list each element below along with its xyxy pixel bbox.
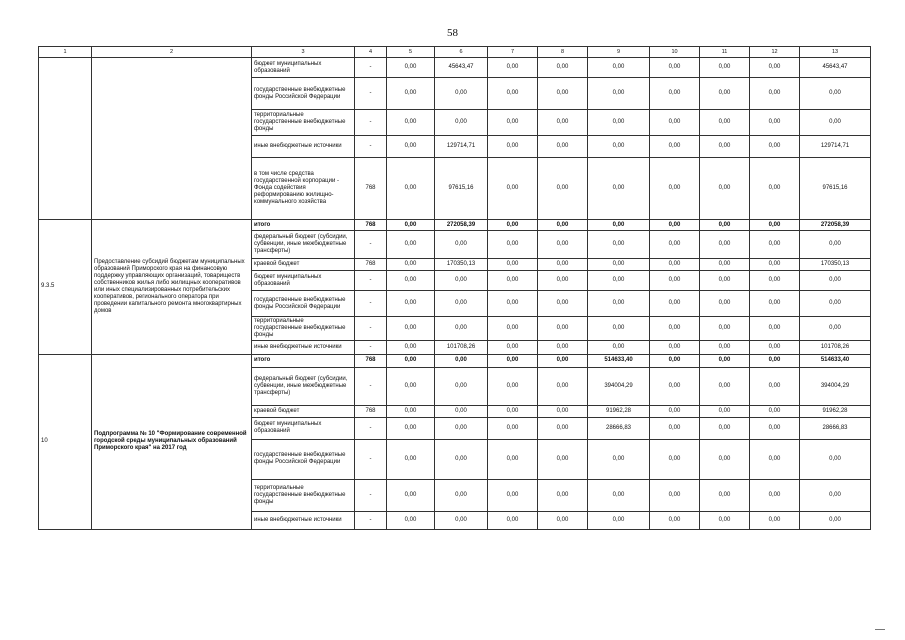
column-header-1: 1 <box>39 47 92 58</box>
amount-col-13: 0,00 <box>800 439 871 479</box>
amount-col-13: 0,00 <box>800 511 871 529</box>
amount-col-13: 514633,40 <box>800 354 871 367</box>
item-name: Предоставление субсидий бюджетам муниципальных образований Приморского края на финансовую поддержку управляющих организаций, товариществ собственников жилья либо жилищных кооперативов или иных специализированных потребительских кооперативов, регионального оператора при проведении капитального ремонта многоквартирных домов <box>92 220 252 355</box>
amount-col-7: 0,00 <box>488 259 538 271</box>
column-header-6: 6 <box>435 47 488 58</box>
amount-col-12: 0,00 <box>750 231 800 259</box>
amount-col-5: 0,00 <box>387 220 435 231</box>
amount-col-10: 0,00 <box>650 405 700 417</box>
amount-col-11: 0,00 <box>700 78 750 110</box>
amount-col-11: 0,00 <box>700 220 750 231</box>
amount-col-12: 0,00 <box>750 110 800 136</box>
funding-source: краевой бюджет <box>252 405 355 417</box>
amount-col-6: 272058,39 <box>435 220 488 231</box>
budget-code: - <box>355 78 387 110</box>
amount-col-10: 0,00 <box>650 271 700 291</box>
amount-col-5: 0,00 <box>387 136 435 158</box>
funding-source: итого <box>252 220 355 231</box>
amount-col-8: 0,00 <box>538 220 588 231</box>
amount-col-9: 0,00 <box>588 340 650 354</box>
amount-col-11: 0,00 <box>700 479 750 511</box>
amount-col-11: 0,00 <box>700 158 750 220</box>
amount-col-7: 0,00 <box>488 110 538 136</box>
amount-col-6: 0,00 <box>435 78 488 110</box>
amount-col-11: 0,00 <box>700 58 750 78</box>
amount-col-9: 0,00 <box>588 158 650 220</box>
column-header-7: 7 <box>488 47 538 58</box>
budget-code: 768 <box>355 220 387 231</box>
amount-col-11: 0,00 <box>700 367 750 405</box>
amount-col-6: 0,00 <box>435 317 488 341</box>
budget-code: - <box>355 291 387 317</box>
amount-col-9: 28666,83 <box>588 417 650 439</box>
amount-col-13: 0,00 <box>800 291 871 317</box>
amount-col-12: 0,00 <box>750 58 800 78</box>
column-header-2: 2 <box>92 47 252 58</box>
column-header-10: 10 <box>650 47 700 58</box>
budget-code: - <box>355 110 387 136</box>
amount-col-11: 0,00 <box>700 271 750 291</box>
amount-col-6: 0,00 <box>435 417 488 439</box>
amount-col-12: 0,00 <box>750 340 800 354</box>
amount-col-7: 0,00 <box>488 271 538 291</box>
amount-col-12: 0,00 <box>750 158 800 220</box>
amount-col-13: 101708,26 <box>800 340 871 354</box>
funding-source: государственные внебюджетные фонды Российской Федерации <box>252 439 355 479</box>
budget-code: - <box>355 231 387 259</box>
amount-col-13: 170350,13 <box>800 259 871 271</box>
amount-col-13: 0,00 <box>800 110 871 136</box>
amount-col-7: 0,00 <box>488 417 538 439</box>
amount-col-10: 0,00 <box>650 340 700 354</box>
amount-col-5: 0,00 <box>387 158 435 220</box>
amount-col-13: 272058,39 <box>800 220 871 231</box>
funding-source: федеральный бюджет (субсидии, субвенции, иные межбюджетные трансферты) <box>252 367 355 405</box>
funding-source: краевой бюджет <box>252 259 355 271</box>
amount-col-11: 0,00 <box>700 439 750 479</box>
amount-col-6: 45643,47 <box>435 58 488 78</box>
amount-col-9: 0,00 <box>588 220 650 231</box>
amount-col-5: 0,00 <box>387 317 435 341</box>
amount-col-10: 0,00 <box>650 354 700 367</box>
amount-col-5: 0,00 <box>387 417 435 439</box>
amount-col-10: 0,00 <box>650 58 700 78</box>
amount-col-10: 0,00 <box>650 259 700 271</box>
amount-col-8: 0,00 <box>538 231 588 259</box>
amount-col-5: 0,00 <box>387 58 435 78</box>
amount-col-7: 0,00 <box>488 158 538 220</box>
amount-col-13: 129714,71 <box>800 136 871 158</box>
amount-col-6: 0,00 <box>435 405 488 417</box>
amount-col-6: 101708,26 <box>435 340 488 354</box>
amount-col-13: 0,00 <box>800 271 871 291</box>
amount-col-6: 0,00 <box>435 291 488 317</box>
item-number <box>39 58 92 220</box>
amount-col-5: 0,00 <box>387 259 435 271</box>
amount-col-7: 0,00 <box>488 220 538 231</box>
funding-source: государственные внебюджетные фонды Российской Федерации <box>252 78 355 110</box>
amount-col-10: 0,00 <box>650 136 700 158</box>
amount-col-6: 129714,71 <box>435 136 488 158</box>
amount-col-6: 0,00 <box>435 354 488 367</box>
funding-source: иные внебюджетные источники <box>252 340 355 354</box>
amount-col-5: 0,00 <box>387 231 435 259</box>
amount-col-13: 97615,16 <box>800 158 871 220</box>
amount-col-13: 45643,47 <box>800 58 871 78</box>
funding-source: бюджет муниципальных образований <box>252 271 355 291</box>
budget-code: - <box>355 367 387 405</box>
table-row <box>39 58 871 78</box>
amount-col-8: 0,00 <box>538 271 588 291</box>
amount-col-8: 0,00 <box>538 354 588 367</box>
item-number: 10 <box>39 354 92 529</box>
amount-col-6: 0,00 <box>435 439 488 479</box>
amount-col-5: 0,00 <box>387 405 435 417</box>
budget-table <box>38 46 871 530</box>
amount-col-7: 0,00 <box>488 136 538 158</box>
funding-source: иные внебюджетные источники <box>252 136 355 158</box>
amount-col-7: 0,00 <box>488 354 538 367</box>
amount-col-10: 0,00 <box>650 291 700 317</box>
amount-col-5: 0,00 <box>387 511 435 529</box>
amount-col-13: 91962,28 <box>800 405 871 417</box>
amount-col-8: 0,00 <box>538 317 588 341</box>
amount-col-10: 0,00 <box>650 231 700 259</box>
amount-col-11: 0,00 <box>700 354 750 367</box>
budget-code: - <box>355 340 387 354</box>
amount-col-6: 0,00 <box>435 511 488 529</box>
budget-code: - <box>355 58 387 78</box>
amount-col-12: 0,00 <box>750 78 800 110</box>
amount-col-13: 0,00 <box>800 479 871 511</box>
amount-col-13: 394004,29 <box>800 367 871 405</box>
amount-col-5: 0,00 <box>387 110 435 136</box>
amount-col-7: 0,00 <box>488 317 538 341</box>
amount-col-7: 0,00 <box>488 231 538 259</box>
budget-code: - <box>355 417 387 439</box>
column-header-11: 11 <box>700 47 750 58</box>
amount-col-8: 0,00 <box>538 291 588 317</box>
amount-col-8: 0,00 <box>538 439 588 479</box>
amount-col-7: 0,00 <box>488 340 538 354</box>
budget-code: 768 <box>355 405 387 417</box>
column-header-12: 12 <box>750 47 800 58</box>
amount-col-7: 0,00 <box>488 479 538 511</box>
amount-col-13: 28666,83 <box>800 417 871 439</box>
amount-col-10: 0,00 <box>650 317 700 341</box>
amount-col-13: 0,00 <box>800 78 871 110</box>
budget-code: - <box>355 271 387 291</box>
amount-col-12: 0,00 <box>750 291 800 317</box>
page-number: 58 <box>447 27 458 39</box>
amount-col-11: 0,00 <box>700 317 750 341</box>
column-header-5: 5 <box>387 47 435 58</box>
amount-col-12: 0,00 <box>750 271 800 291</box>
amount-col-10: 0,00 <box>650 78 700 110</box>
amount-col-7: 0,00 <box>488 439 538 479</box>
funding-source: государственные внебюджетные фонды Российской Федерации <box>252 291 355 317</box>
amount-col-5: 0,00 <box>387 291 435 317</box>
amount-col-9: 514633,40 <box>588 354 650 367</box>
amount-col-9: 0,00 <box>588 259 650 271</box>
amount-col-9: 0,00 <box>588 271 650 291</box>
column-number-row <box>39 47 871 58</box>
amount-col-6: 170350,13 <box>435 259 488 271</box>
amount-col-6: 0,00 <box>435 271 488 291</box>
amount-col-11: 0,00 <box>700 417 750 439</box>
amount-col-5: 0,00 <box>387 479 435 511</box>
amount-col-12: 0,00 <box>750 259 800 271</box>
column-header-3: 3 <box>252 47 355 58</box>
amount-col-10: 0,00 <box>650 511 700 529</box>
amount-col-11: 0,00 <box>700 231 750 259</box>
amount-col-10: 0,00 <box>650 479 700 511</box>
amount-col-13: 0,00 <box>800 231 871 259</box>
budget-code: - <box>355 479 387 511</box>
amount-col-12: 0,00 <box>750 417 800 439</box>
amount-col-8: 0,00 <box>538 110 588 136</box>
amount-col-12: 0,00 <box>750 317 800 341</box>
amount-col-11: 0,00 <box>700 110 750 136</box>
amount-col-9: 0,00 <box>588 439 650 479</box>
column-header-9: 9 <box>588 47 650 58</box>
funding-source: в том числе средства государственной корпорации - Фонда содействия реформированию жилищно-коммунального хозяйства <box>252 158 355 220</box>
amount-col-7: 0,00 <box>488 78 538 110</box>
amount-col-9: 0,00 <box>588 78 650 110</box>
amount-col-8: 0,00 <box>538 479 588 511</box>
amount-col-5: 0,00 <box>387 367 435 405</box>
amount-col-11: 0,00 <box>700 291 750 317</box>
amount-col-7: 0,00 <box>488 58 538 78</box>
amount-col-5: 0,00 <box>387 439 435 479</box>
amount-col-8: 0,00 <box>538 340 588 354</box>
table-row <box>39 220 871 231</box>
amount-col-10: 0,00 <box>650 220 700 231</box>
budget-code: 768 <box>355 158 387 220</box>
amount-col-12: 0,00 <box>750 367 800 405</box>
amount-col-9: 0,00 <box>588 136 650 158</box>
funding-source: иные внебюджетные источники <box>252 511 355 529</box>
amount-col-9: 0,00 <box>588 231 650 259</box>
amount-col-5: 0,00 <box>387 271 435 291</box>
amount-col-12: 0,00 <box>750 405 800 417</box>
amount-col-11: 0,00 <box>700 340 750 354</box>
amount-col-11: 0,00 <box>700 259 750 271</box>
budget-code: - <box>355 317 387 341</box>
amount-col-10: 0,00 <box>650 417 700 439</box>
amount-col-9: 0,00 <box>588 511 650 529</box>
amount-col-11: 0,00 <box>700 511 750 529</box>
budget-code: - <box>355 136 387 158</box>
amount-col-6: 0,00 <box>435 231 488 259</box>
page-footer-mark <box>875 629 885 630</box>
amount-col-8: 0,00 <box>538 259 588 271</box>
amount-col-8: 0,00 <box>538 511 588 529</box>
budget-code: - <box>355 511 387 529</box>
amount-col-7: 0,00 <box>488 367 538 405</box>
funding-source: бюджет муниципальных образований <box>252 417 355 439</box>
amount-col-12: 0,00 <box>750 220 800 231</box>
amount-col-5: 0,00 <box>387 340 435 354</box>
funding-source: территориальные государственные внебюджетные фонды <box>252 479 355 511</box>
amount-col-7: 0,00 <box>488 405 538 417</box>
amount-col-11: 0,00 <box>700 405 750 417</box>
item-name <box>92 58 252 220</box>
amount-col-10: 0,00 <box>650 367 700 405</box>
amount-col-12: 0,00 <box>750 136 800 158</box>
amount-col-9: 91962,28 <box>588 405 650 417</box>
amount-col-12: 0,00 <box>750 479 800 511</box>
amount-col-12: 0,00 <box>750 511 800 529</box>
amount-col-12: 0,00 <box>750 439 800 479</box>
amount-col-8: 0,00 <box>538 78 588 110</box>
funding-source: территориальные государственные внебюджетные фонды <box>252 110 355 136</box>
amount-col-10: 0,00 <box>650 158 700 220</box>
amount-col-10: 0,00 <box>650 439 700 479</box>
amount-col-11: 0,00 <box>700 136 750 158</box>
amount-col-9: 0,00 <box>588 110 650 136</box>
amount-col-6: 0,00 <box>435 110 488 136</box>
amount-col-8: 0,00 <box>538 367 588 405</box>
column-header-4: 4 <box>355 47 387 58</box>
amount-col-9: 0,00 <box>588 58 650 78</box>
column-header-8: 8 <box>538 47 588 58</box>
table-row <box>39 354 871 367</box>
budget-code: - <box>355 439 387 479</box>
column-header-13: 13 <box>800 47 871 58</box>
amount-col-9: 0,00 <box>588 317 650 341</box>
funding-source: итого <box>252 354 355 367</box>
amount-col-9: 0,00 <box>588 291 650 317</box>
amount-col-8: 0,00 <box>538 58 588 78</box>
amount-col-5: 0,00 <box>387 78 435 110</box>
funding-source: территориальные государственные внебюджетные фонды <box>252 317 355 341</box>
amount-col-8: 0,00 <box>538 136 588 158</box>
amount-col-8: 0,00 <box>538 158 588 220</box>
amount-col-12: 0,00 <box>750 354 800 367</box>
amount-col-8: 0,00 <box>538 405 588 417</box>
amount-col-6: 0,00 <box>435 367 488 405</box>
amount-col-13: 0,00 <box>800 317 871 341</box>
amount-col-10: 0,00 <box>650 110 700 136</box>
amount-col-7: 0,00 <box>488 511 538 529</box>
amount-col-9: 0,00 <box>588 479 650 511</box>
budget-code: 768 <box>355 354 387 367</box>
budget-code: 768 <box>355 259 387 271</box>
amount-col-7: 0,00 <box>488 291 538 317</box>
amount-col-6: 97615,16 <box>435 158 488 220</box>
amount-col-9: 394004,29 <box>588 367 650 405</box>
amount-col-5: 0,00 <box>387 354 435 367</box>
amount-col-6: 0,00 <box>435 479 488 511</box>
item-name: Подпрограмма № 10 "Формирование современной городской среды муниципальных образований Приморского края" на 2017 год <box>92 354 252 529</box>
item-number: 9.3.5 <box>39 220 92 355</box>
funding-source: федеральный бюджет (субсидии, субвенции, иные межбюджетные трансферты) <box>252 231 355 259</box>
funding-source: бюджет муниципальных образований <box>252 58 355 78</box>
amount-col-8: 0,00 <box>538 417 588 439</box>
